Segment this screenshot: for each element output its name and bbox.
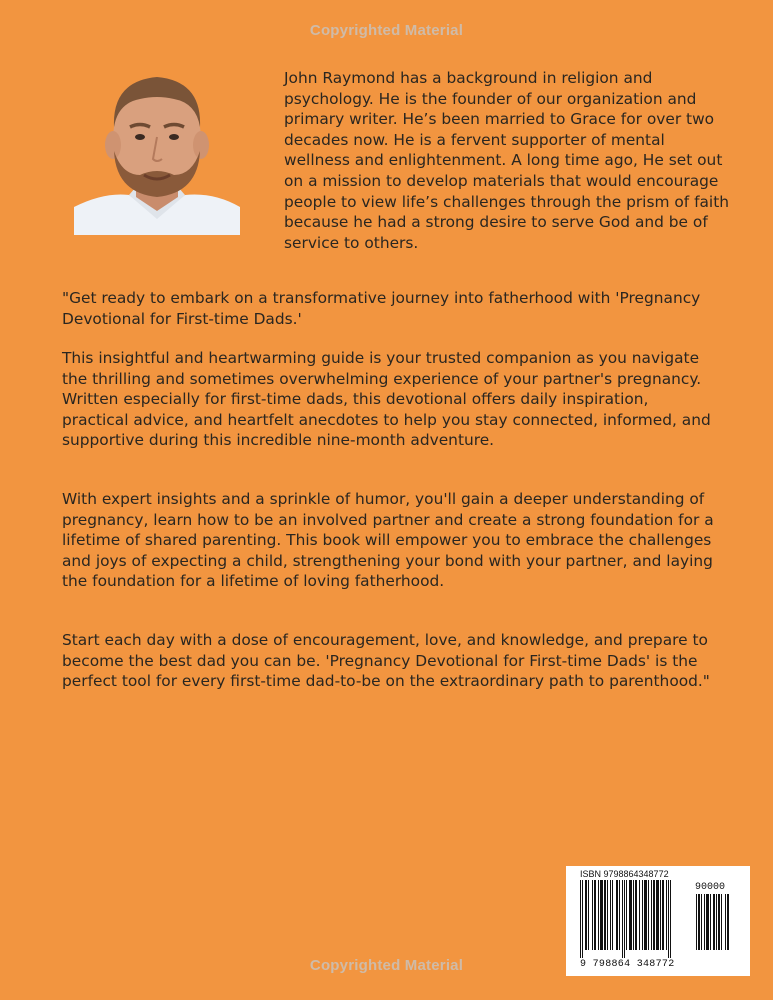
- price-code: 90000: [695, 882, 726, 893]
- blurb-paragraph-4: [62, 630, 717, 692]
- blurb-text-2: This insightful and heartwarming guide is your trusted companion as you navigate the thrilling and sometimes overwhelming experience of your partner's pregnancy. Written especially for first-time dads, this devotional offers daily inspiration, practical advice, and heartfelt anecdotes to help you stay connected, informed, and supportive during this incredible nine-month adventure.: [62, 349, 711, 450]
- copyright-watermark-top: Copyrighted Material: [309, 22, 464, 39]
- copyright-watermark-bottom: Copyrighted Material: [309, 957, 464, 974]
- barcode-bars-icon: [580, 880, 690, 958]
- blurb-text-4: Start each day with a dose of encouragement, love, and knowledge, and prepare to become the best dad you can be. 'Pregnancy Devotional for First-time Dads' is the perfect tool for every first-time dad-to-be on the extraordinary path to parenthood.": [62, 631, 710, 691]
- blurb-text-3: With expert insights and a sprinkle of humor, you'll gain a deeper understanding of pregnancy, learn how to be an involved partner and create a strong foundation for a lifetime of shared parenting. This book will empower you to embrace the challenges and joys of expecting a child, strengthening your bond with your partner, and laying the foundation for a lifetime of loving fatherhood.: [62, 490, 714, 591]
- blurb-text-1: "Get ready to embark on a transformative journey into fatherhood with 'Pregnancy Devotional for First-time Dads.': [62, 289, 701, 328]
- blurb-paragraph-2: [62, 348, 717, 451]
- author-bio-text: John Raymond has a background in religion and psychology. He is the founder of our organization and primary writer. He’s been married to Grace for over two decades now. He is a fervent supporter of mental wellness and enlightenment. A long time ago, He set out on a mission to develop materials that would encourage people to view life’s challenges through the prism of faith because he had a strong desire to serve God and be of service to others.: [284, 69, 729, 252]
- author-portrait-icon: [74, 67, 240, 235]
- isbn-digits: 9 798864 348772: [580, 959, 675, 970]
- blurb-paragraph-1: [62, 288, 717, 329]
- author-photo: [74, 67, 240, 235]
- barcode-addon-bars-icon: [696, 894, 740, 958]
- author-bio: [284, 68, 729, 253]
- blurb-paragraph-3: [62, 489, 717, 592]
- isbn-label: ISBN 9798864348772: [580, 869, 669, 879]
